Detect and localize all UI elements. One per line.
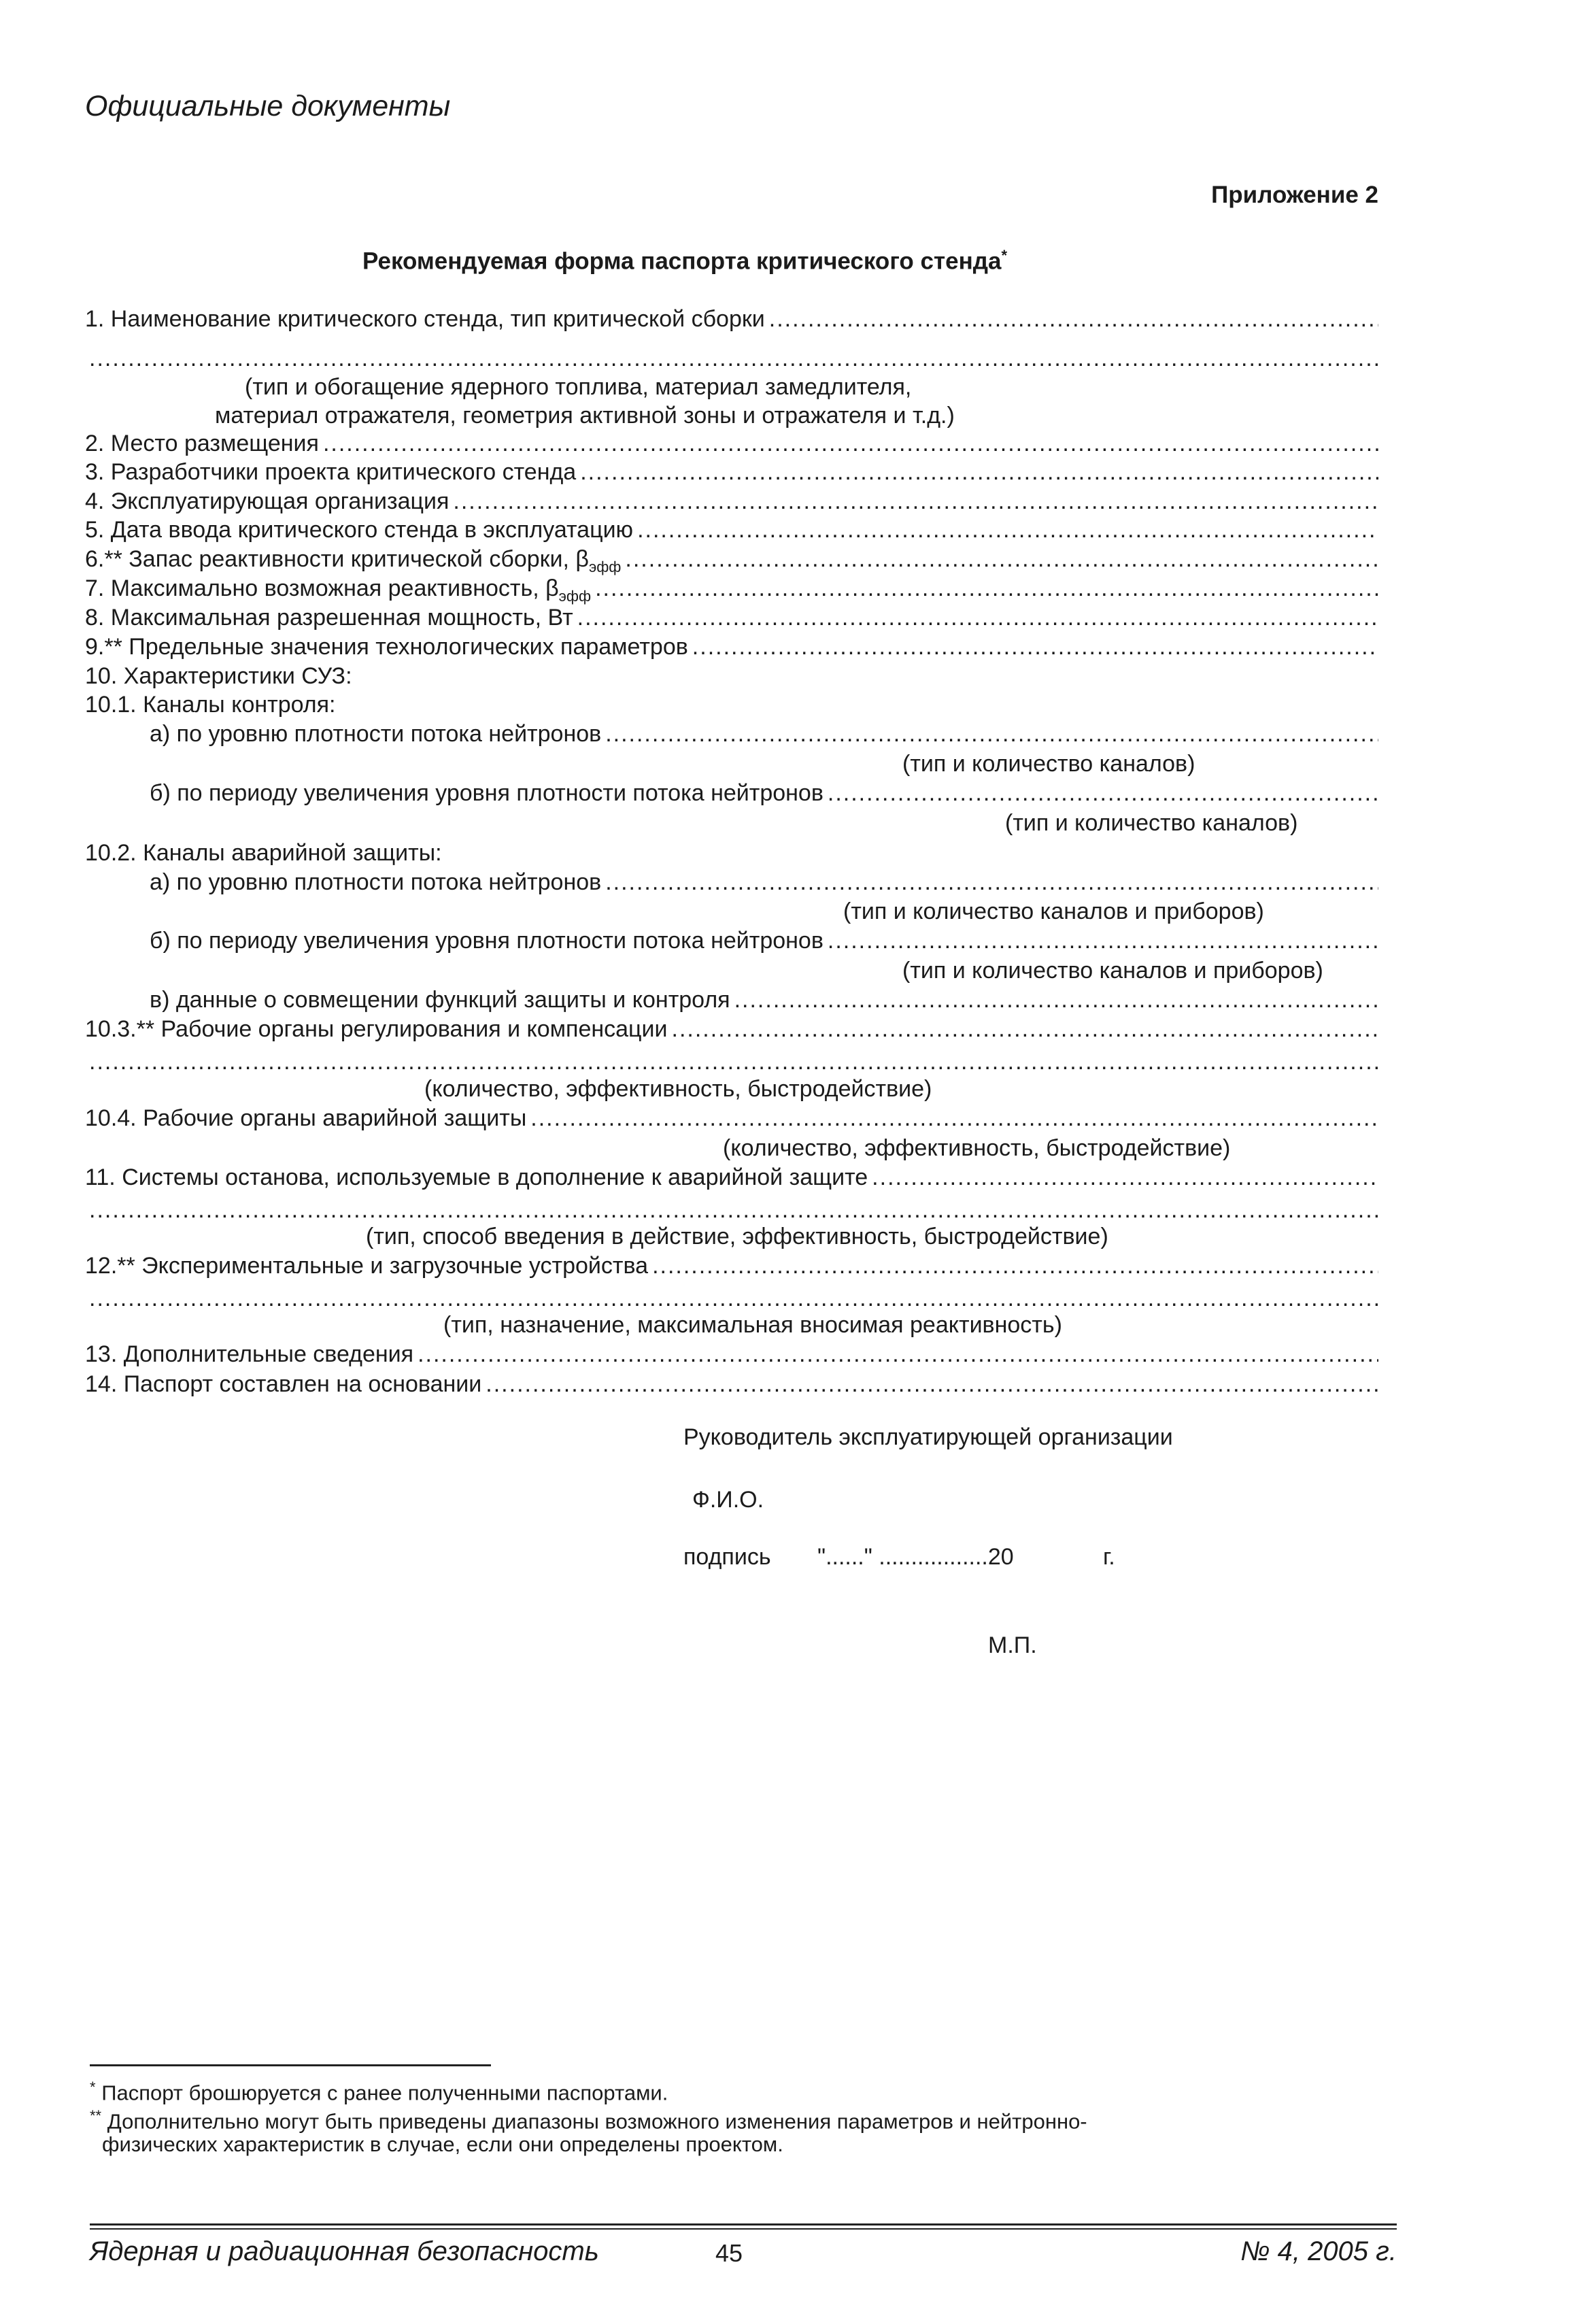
section-heading: 10.1. Каналы контроля: [85, 692, 336, 718]
field-row [85, 516, 1378, 544]
title-footnote-mark: * [1001, 247, 1007, 264]
field-note: (тип и количество каналов) [902, 751, 1195, 777]
field-note: (тип и количество каналов) [1005, 810, 1298, 836]
field-row [85, 633, 1378, 661]
field-label: б) по периоду увеличения уровня плотности потока нейтронов [150, 780, 824, 806]
field-label: 11. Системы останова, используемые в дополнение к аварийной защите [85, 1164, 868, 1190]
fill-leader [577, 603, 1378, 632]
footnote-mark: * [90, 2079, 96, 2096]
field-note: (тип, способ введения в действие, эффективность, быстродействие) [366, 1224, 1108, 1249]
field-label: 10.4. Рабочие органы аварийной защиты [85, 1105, 527, 1131]
fill-leader [595, 574, 1378, 603]
fill-leader [530, 1104, 1378, 1132]
field-row [85, 1015, 1378, 1043]
footnote-divider [90, 2064, 491, 2066]
field-row [85, 1340, 1378, 1368]
field-label: 9.** Предельные значения технологических параметров [85, 634, 688, 660]
fill-leader [652, 1252, 1378, 1280]
footnote-text: Дополнительно могут быть приведены диапазоны возможного изменения параметров и нейтронно- [107, 2109, 1087, 2134]
footer-rule [90, 2223, 1397, 2225]
field-label: 1. Наименование критического стенда, тип критической сборки [85, 306, 765, 332]
page-number: 45 [715, 2239, 743, 2267]
section-heading: 10.2. Каналы аварийной защиты: [85, 840, 442, 866]
footer-rule [90, 2228, 1397, 2230]
footnote-text: физических характеристик в случае, если они определены проектом. [102, 2132, 783, 2156]
field-label: 4. Эксплуатирующая организация [85, 488, 449, 514]
fill-leader [625, 545, 1378, 573]
field-row [85, 545, 1378, 573]
field-row [150, 986, 1378, 1014]
field-row [150, 926, 1378, 955]
signature-date: "......" .................20 [817, 1544, 1014, 1570]
field-note: материал отражателя, геометрия активной зоны и отражателя и т.д.) [215, 403, 955, 429]
field-label: 2. Место размещения [85, 431, 319, 456]
signature-label: подпись [683, 1544, 771, 1570]
fill-leader [89, 1196, 1378, 1224]
fill-leader [89, 1284, 1378, 1313]
footnote-text: Паспорт брошюруется с ранее полученными паспортами. [101, 2081, 668, 2105]
field-label: 14. Паспорт составлен на основании [85, 1371, 482, 1397]
field-note: (количество, эффективность, быстродействие) [723, 1135, 1231, 1161]
signatory-title: Руководитель эксплуатирующей организации [683, 1424, 1173, 1450]
field-row [85, 487, 1378, 516]
field-label-text: 7. Максимально возможная реактивность, β [85, 575, 559, 601]
form-title [362, 247, 1007, 275]
field-row [85, 1047, 1378, 1076]
field-label: 10.3.** Рабочие органы регулирования и компенсации [85, 1016, 668, 1042]
fill-leader [769, 305, 1378, 333]
field-row [85, 1370, 1378, 1398]
field-label: а) по уровню плотности потока нейтронов [150, 721, 602, 747]
appendix-label: Приложение 2 [1211, 182, 1378, 208]
running-title: Официальные документы [85, 90, 451, 122]
field-row [85, 1104, 1378, 1132]
journal-name: Ядерная и радиационная безопасность [90, 2236, 599, 2266]
field-label: а) по уровню плотности потока нейтронов [150, 869, 602, 895]
fill-leader [692, 633, 1378, 661]
field-note: (тип и обогащение ядерного топлива, материал замедлителя, [245, 374, 912, 400]
fill-leader [486, 1370, 1378, 1398]
fill-leader [872, 1163, 1378, 1192]
field-note: (количество, эффективность, быстродействие) [424, 1076, 932, 1102]
seal-placeholder: М.П. [988, 1632, 1037, 1658]
field-row [85, 458, 1378, 486]
field-label: 13. Дополнительные сведения [85, 1341, 414, 1367]
field-note: (тип, назначение, максимальная вносимая реактивность) [443, 1312, 1062, 1338]
signature-year-suffix: г. [1103, 1544, 1115, 1570]
field-note: (тип и количество каналов и приборов) [843, 898, 1264, 924]
field-row [85, 603, 1378, 632]
fill-leader [580, 458, 1378, 486]
footnote-mark: ** [90, 2107, 102, 2124]
fill-leader [418, 1340, 1378, 1368]
fill-leader [453, 487, 1378, 516]
section-heading: 10. Характеристики СУЗ: [85, 663, 352, 689]
field-label: 5. Дата ввода критического стенда в эксплуатацию [85, 517, 634, 543]
field-row [85, 1252, 1378, 1280]
signatory-name-label: Ф.И.О. [692, 1487, 764, 1513]
field-row [150, 720, 1378, 748]
fill-leader [323, 429, 1378, 458]
field-row [150, 868, 1378, 896]
field-row [85, 344, 1378, 373]
field-label: 3. Разработчики проекта критического стенда [85, 459, 577, 485]
beta-subscript: эфф [588, 558, 622, 575]
field-row [85, 1163, 1378, 1192]
fill-leader [828, 779, 1378, 807]
field-label: 8. Максимальная разрешенная мощность, Вт [85, 605, 573, 631]
form-title-text: Рекомендуемая форма паспорта критического стенда [362, 248, 1002, 275]
beta-subscript: эфф [558, 587, 592, 605]
field-row [85, 429, 1378, 458]
fill-leader [828, 926, 1378, 955]
field-note: (тип и количество каналов и приборов) [902, 958, 1323, 984]
field-label: в) данные о совмещении функций защиты и контроля [150, 987, 730, 1013]
fill-leader [89, 1047, 1378, 1076]
field-row [85, 1196, 1378, 1224]
fill-leader [734, 986, 1378, 1014]
footnote [102, 2130, 783, 2159]
field-row [150, 779, 1378, 807]
field-label: б) по периоду увеличения уровня плотности потока нейтронов [150, 928, 824, 954]
fill-leader [89, 344, 1378, 373]
fill-leader [605, 720, 1378, 748]
field-label: 12.** Экспериментальные и загрузочные устройства [85, 1253, 649, 1279]
issue-info: № 4, 2005 г. [1240, 2236, 1397, 2266]
field-row [85, 574, 1378, 603]
fill-leader [605, 868, 1378, 896]
fill-leader [672, 1015, 1378, 1043]
field-label-text: 6.** Запас реактивности критической сборки, β [85, 546, 589, 572]
fill-leader [637, 516, 1378, 544]
field-row [85, 1284, 1378, 1313]
field-row [85, 305, 1378, 333]
